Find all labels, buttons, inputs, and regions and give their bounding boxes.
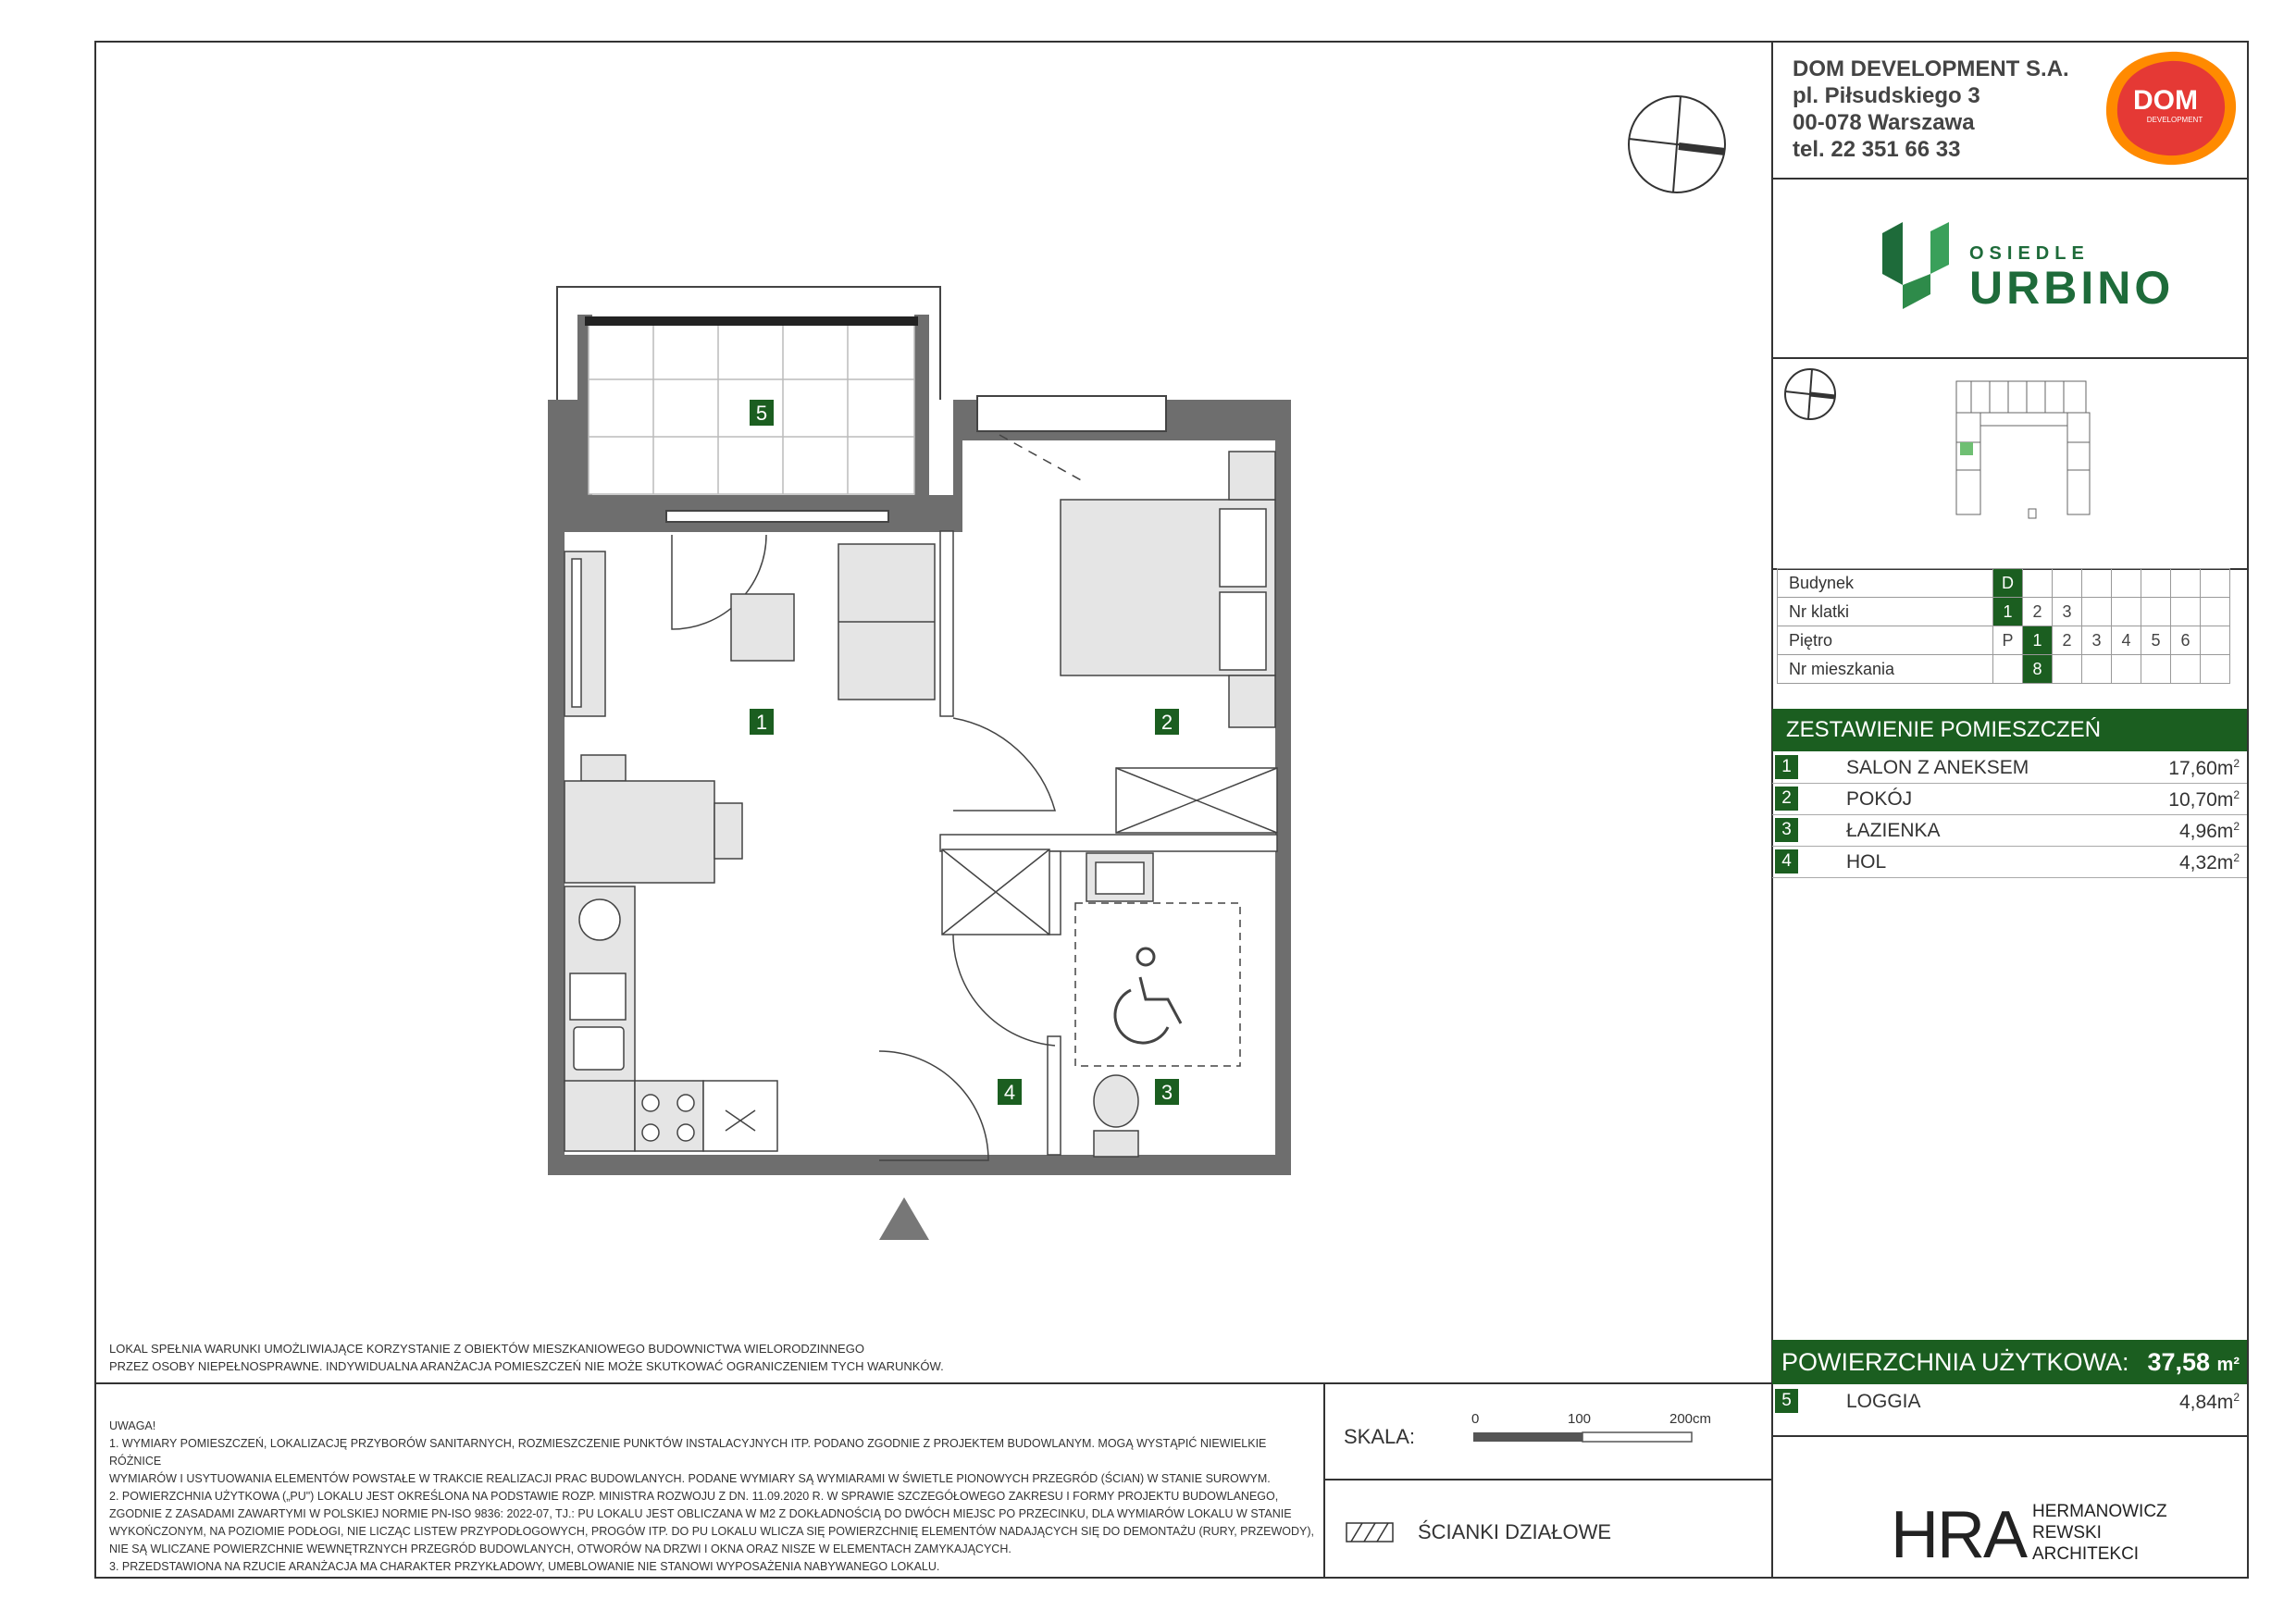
- accessibility-note: [109, 1340, 944, 1375]
- warning-line: ZGODNIE Z ZASADAMI ZAWARTYMI W POLSKIEJ NORMIE PN-ISO 9836: 2022-07, TJ.: PU LOKALU JEST OBLICZANA W M2 Z DOKŁADNOŚCIĄ DO DWÓCH MIEJSC PO PRZECINKU, DLA WYMIARÓW LOKALU W STANIE: [109, 1507, 1292, 1520]
- info-cell: [2053, 569, 2082, 598]
- plan-label-salon: 1: [755, 711, 768, 734]
- panel-divider: [1323, 1479, 1772, 1481]
- loggia-name: LOGGIA: [1846, 1391, 1921, 1412]
- info-table-row: [1778, 598, 2230, 626]
- warning-line: 2. POWIERZCHNIA UŻYTKOWA („PU") LOKALU JEST OKREŚLONA NA PODSTAWIE ROZP. MINISTRA ROZWOJU Z DN. 11.09.2020 R. W SPRAWIE SZCZEGÓŁOWEGO ZAKRESU I FORMY PROJEKTU BUDOWLANEGO,: [109, 1490, 1279, 1503]
- accessibility-line: LOKAL SPEŁNIA WARUNKI UMOŻLIWIAJĄCE KORZYSTANIE Z OBIEKTÓW MIESZKANIOWEGO BUDOWNICTWA WIELORODZINNEGO: [109, 1342, 864, 1356]
- room-area-sup: 2: [2233, 820, 2240, 833]
- site-compass-icon: [1782, 366, 1838, 422]
- info-cell: 2: [2053, 626, 2082, 655]
- scale-label: SKALA:: [1344, 1425, 1416, 1448]
- entrance-arrow-icon: [879, 1197, 929, 1240]
- room-row: [1772, 751, 2247, 784]
- room-area-value: 4,96m: [2178, 821, 2234, 842]
- info-cell: [2141, 655, 2171, 684]
- room-area-value: 4,32m: [2178, 852, 2234, 873]
- warning-line: UWAGA!: [109, 1419, 156, 1432]
- info-cell: [2171, 569, 2201, 598]
- company-phone: tel. 22 351 66 33: [1793, 137, 1961, 162]
- architect-name: [2032, 1501, 2167, 1565]
- info-cell: 2: [2023, 598, 2053, 626]
- info-cell: [2112, 598, 2141, 626]
- info-cell: [2082, 655, 2112, 684]
- panel-divider: [1771, 1435, 2248, 1437]
- company-name: DOM DEVELOPMENT S.A.: [1793, 56, 2069, 81]
- room-area-sup: 2: [2233, 788, 2240, 801]
- info-cell: 6: [2171, 626, 2201, 655]
- company-address: pl. Piłsudskiego 3: [1793, 83, 1980, 108]
- warning-line: WYKOŃCZONYM, NA POZIOMIE PODŁOGI, NIE LICZĄC LISTEW PRZYPODŁOGOWYCH, PROGÓW ITP. DO PU LOKALU WLICZA SIĘ POWIERZCHNIĘ ELEMENTÓW NADAJĄCYCH SIĘ DO DEMONTAŻU (RURY, PRZEWODY),: [109, 1525, 1315, 1538]
- warning-line: NIE SĄ WLICZANE POWIERZCHNIE WEWNĘTRZNYCH PRZEGRÓD BUDOWLANYCH, OTWORÓW NA DRZWI I OKNA ORAZ NISZE W ELEMENTACH ZAMYKAJĄCYCH.: [109, 1542, 1011, 1555]
- site-plan-thumbnail: [1943, 378, 2128, 526]
- accessibility-line: PRZEZ OSOBY NIEPEŁNOSPRAWNE. INDYWIDUALNA ARANŻACJA POMIESZCZEŃ NIE MOŻE SKUTKOWAĆ OGRANICZENIEM TYCH WARUNKÓW.: [109, 1359, 944, 1373]
- company-city: 00-078 Warszawa: [1793, 110, 1975, 135]
- info-cell: P: [1993, 626, 2023, 655]
- info-cell: [2201, 598, 2230, 626]
- warning-line: 3. PRZEDSTAWIONA NA RZUCIE ARANŻACJA MA CHARAKTER PRZYKŁADOWY, UMEBLOWANIE NIE STANOWI WYPOSAŻENIA NABYWANEGO LOKALU.: [109, 1560, 940, 1573]
- room-area: [2179, 820, 2240, 843]
- company-info: [1793, 56, 2069, 163]
- info-cell: 4: [2112, 626, 2141, 655]
- info-cell: [2171, 598, 2201, 626]
- project-name-line1: OSIEDLE: [1969, 243, 2090, 264]
- architect-line: ARCHITEKCI: [2032, 1544, 2140, 1564]
- info-cell: 1: [2023, 626, 2053, 655]
- warning-line: WYMIARÓW I USYTUOWANIA ELEMENTÓW POWSTAŁE W TRAKCIE REALIZACJI PRAC BUDOWLANYCH. PODANE WYMIARY SĄ WYMIARAMI W ŚWIETLE PIONOWYCH PRZEGRÓD (ŚCIAN) W STANIE SUROWYM.: [109, 1472, 1271, 1485]
- architect-line: REWSKI: [2032, 1523, 2102, 1542]
- apartment-info-table: [1777, 568, 2230, 684]
- info-table-row: [1778, 655, 2230, 684]
- architect-logo: HRA: [1891, 1498, 2027, 1572]
- panel-divider: [1323, 1382, 1325, 1579]
- partition-wall-legend-icon: [1346, 1522, 1394, 1542]
- room-number: 2: [1775, 787, 1798, 811]
- architect-line: HERMANOWICZ: [2032, 1502, 2167, 1521]
- panel-divider: [1771, 178, 2248, 180]
- compass-icon: [1625, 93, 1729, 196]
- info-cell: 3: [2082, 626, 2112, 655]
- room-name: SALON Z ANEKSEM: [1846, 757, 2029, 778]
- total-area-number: 37,58: [2147, 1348, 2211, 1376]
- room-number: 3: [1775, 818, 1798, 842]
- info-cell: [2201, 626, 2230, 655]
- total-area-value: [2147, 1340, 2240, 1387]
- scale-tick-200: 200cm: [1669, 1411, 1712, 1427]
- room-name: POKÓJ: [1846, 788, 1913, 810]
- info-cell: [2053, 655, 2082, 684]
- info-cell: [2112, 569, 2141, 598]
- dom-logo-text: DOM: [2133, 85, 2198, 116]
- loggia-row: [1772, 1385, 2247, 1417]
- info-cell: [2171, 655, 2201, 684]
- plan-label-loggia: 5: [755, 402, 768, 425]
- warning-notes: [109, 1418, 1322, 1576]
- room-area-sup: 2: [2233, 851, 2240, 864]
- info-cell: [2141, 598, 2171, 626]
- room-area-value: 17,60m: [2168, 758, 2234, 779]
- project-name-line2: URBINO: [1969, 262, 2175, 314]
- plan-label-hol: 4: [1003, 1081, 1016, 1104]
- room-area-value: 10,70m: [2168, 789, 2234, 811]
- room-row: [1772, 846, 2247, 878]
- info-cell: [2201, 569, 2230, 598]
- dom-logo-subtext: DEVELOPMENT: [2146, 116, 2203, 124]
- room-area: [2179, 851, 2240, 874]
- scale-bar: [1462, 1408, 1712, 1449]
- apartment-floor-plan: [537, 278, 1305, 1249]
- total-area-unit: m²: [2216, 1355, 2240, 1375]
- loggia-area-value: 4,84m: [2178, 1392, 2234, 1413]
- info-row-label: Budynek: [1778, 569, 1993, 598]
- info-cell: 5: [2141, 626, 2171, 655]
- total-area-bar: [1772, 1340, 2247, 1384]
- loggia-number: 5: [1775, 1389, 1798, 1413]
- info-cell: [2082, 598, 2112, 626]
- info-table-row: [1778, 626, 2230, 655]
- room-area-sup: 2: [2233, 757, 2240, 770]
- room-row: [1772, 814, 2247, 847]
- panel-divider: [1771, 357, 2248, 359]
- info-cell: 1: [1993, 598, 2023, 626]
- info-cell: 8: [2023, 655, 2053, 684]
- rooms-header: ZESTAWIENIE POMIESZCZEŃ: [1772, 709, 2247, 751]
- plan-label-pokoj: 2: [1160, 711, 1173, 734]
- loggia-area: [2179, 1391, 2240, 1414]
- info-cell: [1993, 655, 2023, 684]
- info-row-label: Nr klatki: [1778, 598, 1993, 626]
- loggia-area-sup: 2: [2233, 1391, 2240, 1404]
- scale-tick-100: 100: [1568, 1411, 1592, 1427]
- plan-label-lazienka: 3: [1160, 1081, 1173, 1104]
- scale-tick-0: 0: [1471, 1411, 1480, 1427]
- room-number: 4: [1775, 849, 1798, 873]
- room-area: [2168, 757, 2240, 780]
- info-cell: [2082, 569, 2112, 598]
- urbino-leaf-icon: [1879, 220, 1953, 309]
- partition-wall-legend-label: ŚCIANKI DZIAŁOWE: [1418, 1520, 1612, 1543]
- room-row: [1772, 783, 2247, 815]
- info-row-label: Nr mieszkania: [1778, 655, 1993, 684]
- room-number: 1: [1775, 755, 1798, 779]
- info-cell: [2023, 569, 2053, 598]
- warning-line: 1. WYMIARY POMIESZCZEŃ, LOKALIZACJĘ PRZYBORÓW SANITARNYCH, ROZMIESZCZENIE PUNKTÓW INSTALACYJNYCH ITP. PODANO ZGODNIE Z PROJEKTEM BUDOWLANYM. MOGĄ WYSTĄPIĆ NIEWIELKIE RÓŻNICE: [109, 1437, 1267, 1468]
- dom-development-logo: [2101, 48, 2240, 168]
- info-cell: 3: [2053, 598, 2082, 626]
- info-table-row: [1778, 569, 2230, 598]
- total-area-label: POWIERZCHNIA UŻYTKOWA:: [1781, 1348, 2129, 1376]
- info-cell: [2201, 655, 2230, 684]
- info-cell: [2112, 655, 2141, 684]
- info-cell: [2141, 569, 2171, 598]
- room-name: HOL: [1846, 851, 1887, 873]
- info-row-label: Piętro: [1778, 626, 1993, 655]
- info-cell: D: [1993, 569, 2023, 598]
- room-area: [2168, 788, 2240, 812]
- room-name: ŁAZIENKA: [1846, 820, 1941, 841]
